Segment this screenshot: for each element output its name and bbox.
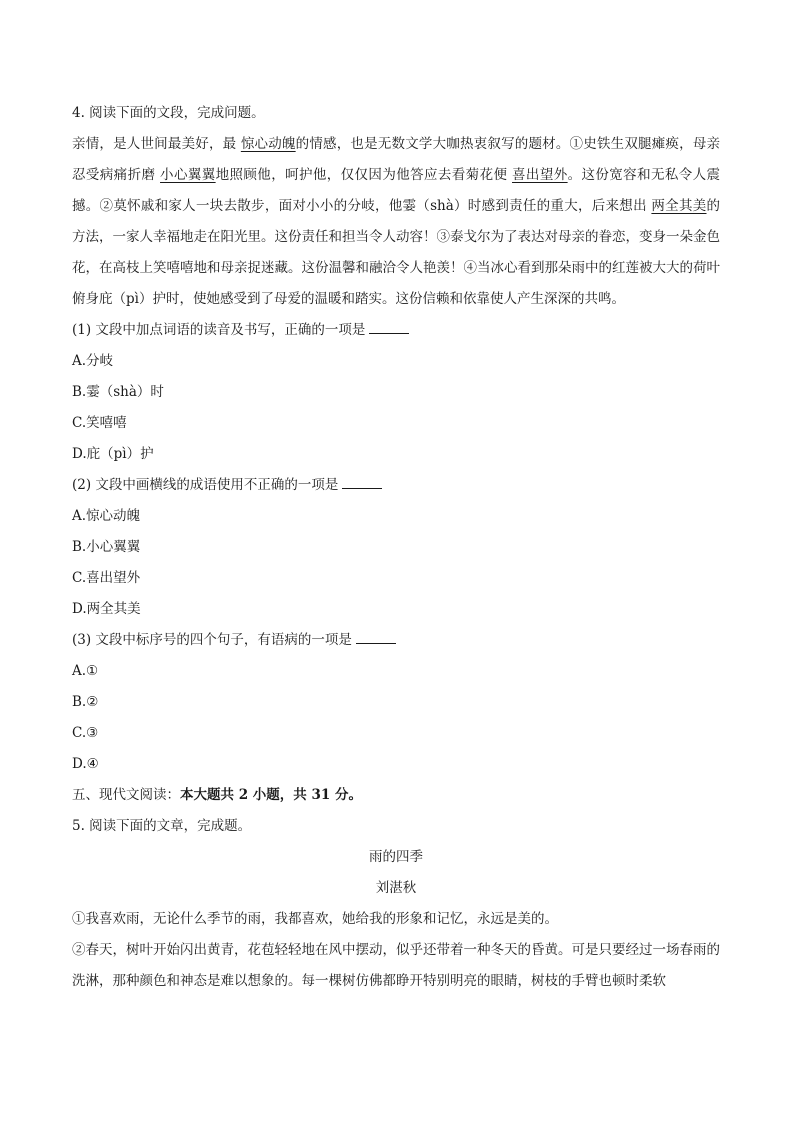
passage-segment: 地照顾他，呵护他，仅仅因为他答应去看菊花便 — [215, 167, 513, 183]
option-d: D.庇（pì）护 — [72, 446, 154, 462]
option-a: A.① — [72, 663, 99, 679]
answer-blank — [356, 629, 396, 644]
underlined-idiom-4: 两全其美 — [651, 198, 707, 214]
option-a: A.惊心动魄 — [72, 508, 141, 524]
article-author: 刘湛秋 — [375, 880, 417, 896]
article-title: 雨的四季 — [369, 849, 423, 865]
sub-question-2 — [72, 470, 720, 501]
section-5-heading — [72, 780, 720, 811]
option-a: A.分岐 — [72, 353, 114, 369]
underlined-idiom-1: 惊心动魄 — [240, 136, 296, 152]
underlined-idiom-2: 小心翼翼 — [160, 167, 216, 183]
sub-question-3 — [72, 625, 720, 656]
underlined-idiom-3: 喜出望外 — [512, 167, 568, 183]
sub-question-1-stem: (1) 文段中加点词语的读音及书写，正确的一项是 — [72, 322, 366, 338]
passage-segment: 的情感，也是无数文学大咖热衷叙写的题材。①史铁生双腿瘫痪，母亲忍受病痛折磨 — [72, 136, 721, 183]
option-c: C.③ — [72, 725, 99, 741]
answer-blank — [342, 474, 382, 489]
document-page — [72, 98, 720, 997]
sub-question-2-stem: (2) 文段中画横线的成语使用不正确的一项是 — [72, 477, 339, 493]
option-c: C.笑嘻嘻 — [72, 415, 127, 431]
option-b: B.霎（shà）时 — [72, 384, 164, 400]
section-heading-label: 五、现代文阅读： — [72, 787, 180, 803]
article-paragraph-1: ①我喜欢雨，无论什么季节的雨，我都喜欢，她给我的形象和记忆，永远是美的。 — [72, 911, 558, 927]
question-4-title: 4. 阅读下面的文段，完成问题。 — [72, 105, 265, 121]
section-heading-detail: 本大题共 2 小题，共 31 分。 — [180, 787, 362, 803]
sub-question-1 — [72, 315, 720, 346]
article-paragraph-2: ②春天，树叶开始闪出黄青，花苞轻轻地在风中摆动，似乎还带着一种冬天的昏黄。可是只要经过一场春雨的洗淋，那种颜色和神态是难以想象的。每一棵树仿佛都睁开特别明亮的眼睛，树枝的手臂也顿时柔软 — [72, 942, 720, 989]
question-4-passage — [72, 129, 720, 315]
option-c: C.喜出望外 — [72, 570, 141, 586]
question-5-title: 5. 阅读下面的文章，完成题。 — [72, 818, 252, 834]
passage-segment: 亲情，是人世间最美好，最 — [72, 136, 241, 152]
passage-segment: 。这份宽容和无私令人震撼。②莫怀戚和家人一块去散步，面对小小的分岐，他霎（shà）时感到责任的重大，后来想出 — [72, 167, 721, 214]
option-d: D.④ — [72, 756, 99, 772]
sub-question-3-stem: (3) 文段中标序号的四个句子，有语病的一项是 — [72, 632, 352, 648]
answer-blank — [369, 319, 409, 334]
option-d: D.两全其美 — [72, 601, 141, 617]
passage-segment: 的方法，一家人幸福地走在阳光里。这份责任和担当令人动容！③泰戈尔为了表达对母亲的眷恋，变身一朵金色花，在高枝上笑嘻嘻地和母亲捉迷藏。这份温馨和融洽令人艳羡！④当冰心看到那朵雨中的红莲被大大的荷叶俯身庇（pì）护时，使她感受到了母爱的温暖和踏实。这份信赖和依靠使人产生深深的共鸣。 — [72, 198, 720, 307]
option-b: B.② — [72, 694, 99, 710]
option-b: B.小心翼翼 — [72, 539, 141, 555]
